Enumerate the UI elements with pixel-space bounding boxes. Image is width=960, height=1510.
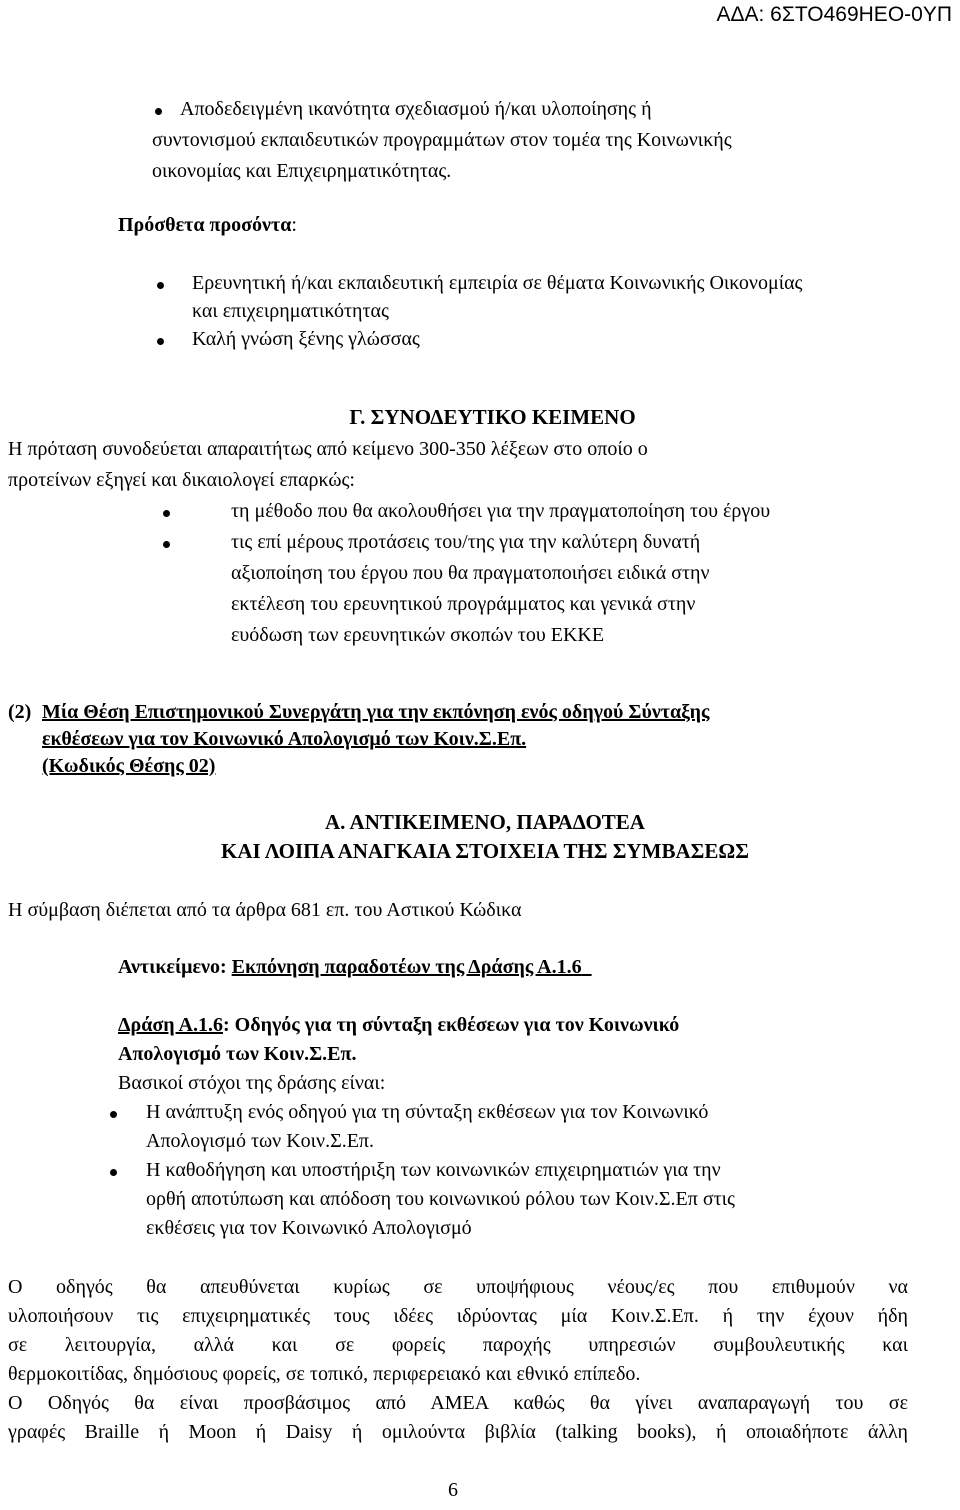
bullet-icon [163,541,170,548]
bullet-icon [157,282,164,289]
bullet-icon [110,1169,117,1176]
ada-code: ΑΔΑ: 6ΣΤΟ469ΗΕΟ-0ΥΠ [716,3,952,26]
goal-line: Η ανάπτυξη ενός οδηγού για τη σύνταξη εκθέσεων για τον Κοινωνικό [146,1101,709,1123]
closing-line: γραφές Braille ή Moon ή Daisy ή ομιλούντα βιβλία (talking books), ή οποιαδήποτε άλλη [8,1421,908,1443]
closing-line: θερμοκοιτίδας, δημόσιους φορείς, σε τοπικό, περιφερειακό και εθνικό επίπεδο. [8,1363,641,1385]
position-title: Μία Θέση Επιστημονικού Συνεργάτη για την εκπόνηση ενός οδηγού Σύνταξης [42,701,710,723]
bullet-icon [157,338,164,345]
section-c-intro: Η πρόταση συνοδεύεται απαραιτήτως από κείμενο 300-350 λέξεων στο οποίο ο [8,438,648,460]
additional-item-line: και επιχειρηματικότητας [192,300,389,322]
closing-line: Ο οδηγός θα απευθύνεται κυρίως σε υποψήφιους νέους/ες που επιθυμούν να [8,1276,908,1298]
section-c-item-line: εκτέλεση του ερευνητικού προγράμματος και γενικά στην [231,593,696,615]
page-number: 6 [448,1479,458,1501]
section-c-item-line: αξιοποίηση του έργου που θα πραγματοποιήσει ειδικά στην [231,562,710,584]
bullet-icon [163,510,170,517]
top-bullet-line: οικονομίας και Επιχειρηματικότητας. [152,160,452,182]
goal-line: ορθή αποτύπωση και απόδοση του κοινωνικού ρόλου των Κοιν.Σ.Επ στις [146,1188,735,1210]
section-c-intro: προτείνων εξηγεί και δικαιολογεί επαρκώς: [8,469,355,491]
goal-line: Απολογισμό των Κοιν.Σ.Επ. [146,1130,375,1152]
section-c-item-line: τις επί μέρους προτάσεις του/της για την καλύτερη δυνατή [231,531,701,553]
top-bullet-line: συντονισμού εκπαιδευτικών προγραμμάτων στον τομέα της Κοινωνικής [152,129,732,151]
bullet-icon [110,1111,117,1118]
closing-line: Ο Οδηγός θα είναι προσβάσιμος από ΑΜΕΑ καθώς θα γίνει αναπαραγωγή του σε [8,1392,908,1414]
section-c-item-line: ευόδωση των ερευνητικών σκοπών του ΕΚΚΕ [231,624,605,646]
top-bullet-line: Αποδεδειγμένη ικανότητα σχεδιασμού ή/και υλοποίησης ή [180,98,652,120]
position-title: εκθέσεων για τον Κοινωνικό Απολογισμό των Κοιν.Σ.Επ. [42,728,527,750]
goal-line: εκθέσεις για τον Κοινωνικό Απολογισμό [146,1217,472,1239]
section-a-title: ΚΑΙ ΛΟΙΠΑ ΑΝΑΓΚΑΙΑ ΣΤΟΙΧΕΙΑ ΤΗΣ ΣΥΜΒΑΣΕΩΣ [221,839,749,863]
action-title: Δράση Α.1.6: Οδηγός για τη σύνταξη εκθέσεων για τον Κοινωνικό [118,1014,680,1036]
goal-line: Η καθοδήγηση και υποστήριξη των κοινωνικών επιχειρηματιών για την [146,1159,721,1181]
closing-line: υλοποιήσουν τις επιχειρηματικές τους ιδέες ιδρύοντας μία Κοιν.Σ.Επ. ή την έχουν ήδη [8,1305,908,1327]
closing-line: σε λειτουργία, αλλά και σε φορείς παροχής υπηρεσιών συμβουλευτικής και [8,1334,908,1356]
object-line: Αντικείμενο: Εκπόνηση παραδοτέων της Δράσης Α.1.6 [118,956,582,978]
additional-item-line: Καλή γνώση ξένης γλώσσας [192,328,420,350]
section-c-item-line: τη μέθοδο που θα ακολουθήσει για την πραγματοποίηση του έργου [231,500,771,522]
goals-intro: Βασικοί στόχοι της δράσης είναι: [118,1072,386,1094]
position-code: (Κωδικός Θέσης 02) [42,755,216,777]
position-number: (2) [8,701,32,723]
additional-title: Πρόσθετα προσόντα: [118,214,297,236]
additional-item-line: Ερευνητική ή/και εκπαιδευτική εμπειρία σε θέματα Κοινωνικής Οικονομίας [192,272,803,294]
section-c-title: Γ. ΣΥΝΟΔΕΥΤΙΚΟ ΚΕΙΜΕΝΟ [349,405,636,429]
section-a-title: Α. ΑΝΤΙΚΕΙΜΕΝΟ, ΠΑΡΑΔΟΤΕΑ [325,810,645,834]
bullet-icon [155,108,162,115]
action-title: Απολογισμό των Κοιν.Σ.Επ. [118,1043,357,1065]
contract-text: Η σύμβαση διέπεται από τα άρθρα 681 επ. του Αστικού Κώδικα [8,899,522,921]
